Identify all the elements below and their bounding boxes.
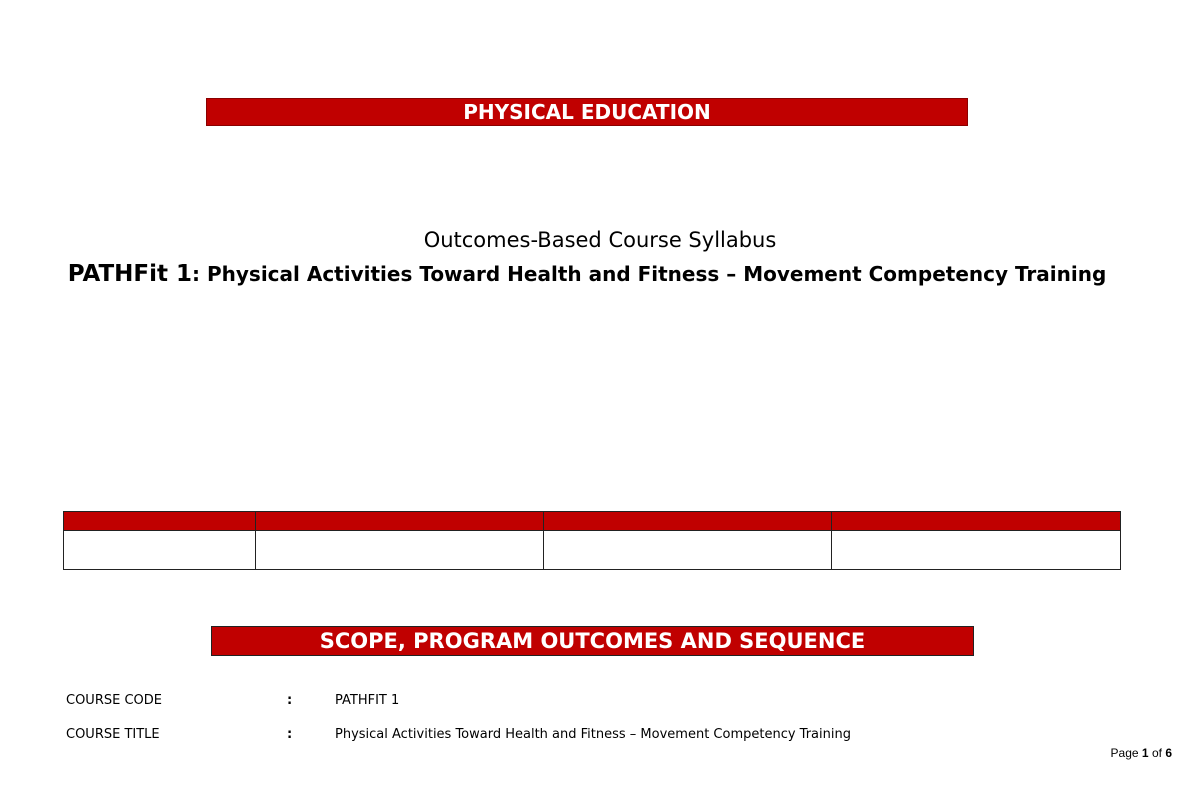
course-title-separator: : [287, 727, 293, 742]
course-heading-name: : Physical Activities Toward Health and Fitness – Movement Competency Training [192, 262, 1107, 286]
page-number [1111, 746, 1172, 760]
info-table-header-cell [832, 512, 1121, 531]
info-table-header-cell [64, 512, 256, 531]
info-table-cell [256, 531, 544, 570]
info-table-row [64, 531, 1121, 570]
section-title: SCOPE, PROGRAM OUTCOMES AND SEQUENCE [319, 629, 866, 653]
course-code-label: COURSE CODE [66, 693, 162, 708]
page-current: 1 [1141, 746, 1149, 760]
info-table-cell [832, 531, 1121, 570]
course-title-value: Physical Activities Toward Health and Fitness – Movement Competency Training [335, 727, 851, 742]
course-heading-code: PATHFit 1 [67, 261, 193, 287]
course-code-value: PATHFIT 1 [335, 693, 400, 708]
info-table-header-cell [256, 512, 544, 531]
info-table-header-cell [544, 512, 832, 531]
info-table-cell [64, 531, 256, 570]
course-info-table [63, 511, 1121, 570]
course-code-separator: : [287, 693, 293, 708]
info-table-cell [544, 531, 832, 570]
course-title-label: COURSE TITLE [66, 727, 160, 742]
department-title: PHYSICAL EDUCATION [463, 100, 711, 124]
section-banner [211, 626, 974, 656]
info-table-header-row [64, 512, 1121, 531]
of-word: of [1151, 746, 1162, 760]
course-heading [40, 260, 1134, 289]
department-banner [206, 98, 968, 126]
page-word: Page [1110, 746, 1139, 760]
page-total: 6 [1165, 746, 1172, 760]
syllabus-type: Outcomes-Based Course Syllabus [423, 228, 777, 252]
